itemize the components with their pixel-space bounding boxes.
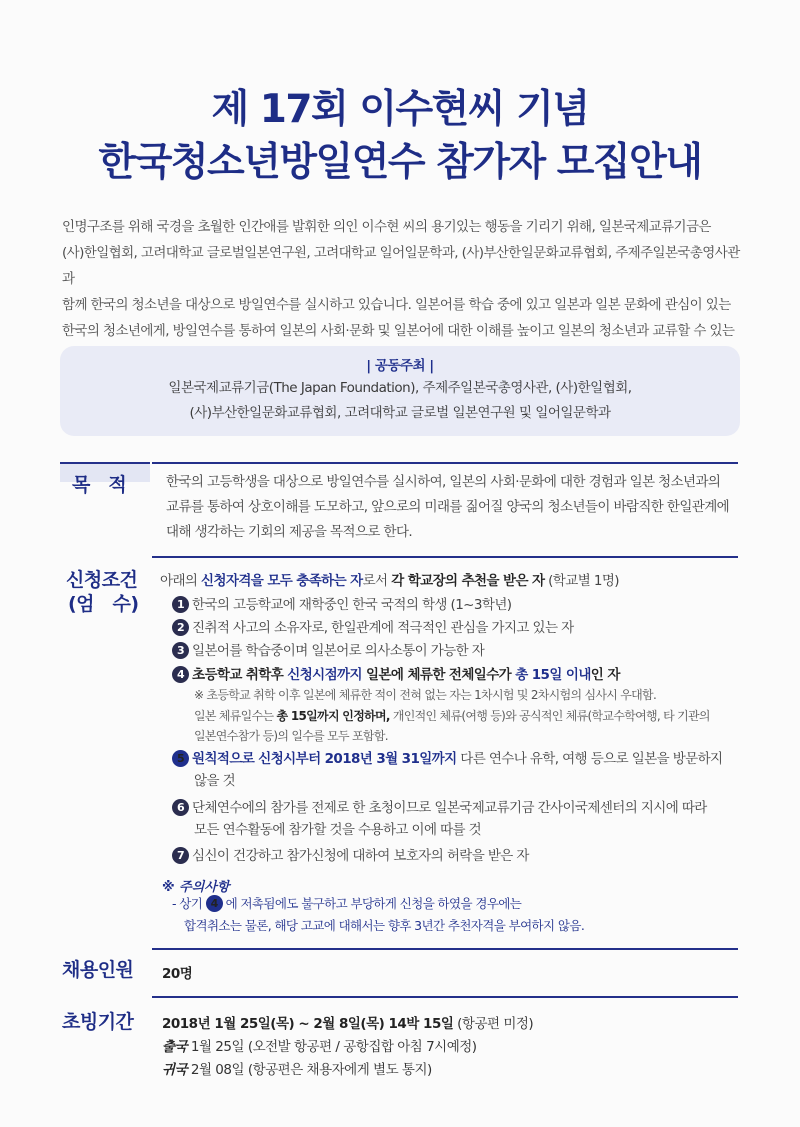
number-badge: 4 <box>172 666 189 683</box>
intro-line: 함께 한국의 청소년을 대상으로 방일연수를 실시하고 있습니다. 일본어를 학습 중에 있고 일본과 일본 문화에 관심이 있는 <box>62 297 731 313</box>
lead-emphasis: 신청자격을 모두 충족하는 자 <box>201 573 363 589</box>
purpose-label: 목 적 <box>72 474 127 496</box>
intro-line: 인명구조를 위해 국경을 초월한 인간애를 발휘한 의인 이수현 씨의 용기있는 행동을 기리기 위해, 일본국제교류기금은 <box>62 219 711 235</box>
page-title-line-2: 한국청소년방일연수 참가자 모집안내 <box>98 140 702 185</box>
condition-note: 일본연수참가 등)의 일수를 모두 포함함. <box>194 729 388 743</box>
condition-text: 심신이 건강하고 참가신청에 대하여 보호자의 허락을 받은 자 <box>192 848 529 864</box>
lead-text: 로서 <box>362 573 392 589</box>
condition-text: 단체연수에의 참가를 전제로 한 초청이므로 일본국제교류기금 간사이국제센터의 지시에 따라 <box>192 800 707 816</box>
lead-text: 아래의 <box>160 573 202 589</box>
condition-item <box>172 748 752 770</box>
condition-item <box>172 845 752 867</box>
section-divider <box>152 996 738 998</box>
recruit-value: 20명 <box>162 966 193 982</box>
section-divider <box>152 948 738 950</box>
caution-line: 합격취소는 물론, 해당 고교에 대해서는 향후 3년간 추천자격을 부여하지 않음. <box>184 918 585 933</box>
number-badge: 1 <box>172 596 189 613</box>
period-departure <box>162 1035 477 1055</box>
condition-text: 인 자 <box>590 667 620 683</box>
condition-item <box>172 617 752 639</box>
number-badge: 4 <box>206 895 223 912</box>
note-text: 개인적인 체류(여행 등)와 공식적인 체류(학교수학여행, 타 기관의 <box>389 709 710 723</box>
number-badge: 3 <box>172 642 189 659</box>
condition-text: 다른 연수나 유학, 여행 등으로 일본을 방문하지 <box>456 751 723 767</box>
condition-emphasis: 원칙적으로 신청시부터 2018년 3월 31일까지 <box>192 751 457 767</box>
condition-text: 한국의 고등학교에 재학중인 한국 국적의 학생 (1~3학년) <box>192 597 512 613</box>
number-badge: 7 <box>172 847 189 864</box>
conditions-lead <box>160 570 750 592</box>
condition-emphasis: 신청시점까지 <box>287 667 362 683</box>
condition-note <box>194 707 754 726</box>
caution-line <box>172 893 521 915</box>
section-divider <box>152 462 738 464</box>
condition-emphasis: 총 15일 이내 <box>515 667 591 683</box>
condition-item <box>172 594 752 616</box>
caution-text: 에 저촉됨에도 불구하고 부당하게 신청을 하였을 경우에는 <box>225 896 522 911</box>
period-note: (항공편 미정) <box>453 1016 534 1032</box>
condition-item-continued: 모든 연수활동에 참가할 것을 수용하고 이에 따를 것 <box>194 822 482 838</box>
cohost-box <box>60 346 740 436</box>
page-title-line-1: 제 17회 이수현씨 기념 <box>211 87 589 132</box>
condition-text: 초등학교 취학후 <box>192 667 288 683</box>
condition-item <box>172 797 752 819</box>
purpose-line: 한국의 고등학생을 대상으로 방일연수를 실시하여, 일본의 사회·문화에 대한 경험과 일본 청소년과의 <box>166 474 721 490</box>
condition-text: 일본에 체류한 전체일수가 <box>361 667 516 683</box>
note-emphasis: 총 15일까지 인정하며, <box>276 709 390 723</box>
period-dates: 2018년 1월 25일(목) ~ 2월 8일(목) 14박 15일 <box>162 1016 454 1032</box>
section-divider <box>152 556 738 558</box>
lead-emphasis: 각 학교장의 추천을 받은 자 <box>391 573 545 589</box>
period-label: 초빙기간 <box>62 1011 134 1033</box>
condition-item <box>172 640 752 662</box>
condition-text: 일본어를 학습중이며 일본어로 의사소통이 가능한 자 <box>192 643 485 659</box>
departure-text: 1월 25일 (오전발 항공편 / 공항집합 아침 7시예정) <box>187 1039 477 1055</box>
condition-item-continued: 않을 것 <box>194 773 236 789</box>
purpose-text <box>166 470 740 545</box>
period-main <box>162 1012 533 1032</box>
purpose-line: 대해 생각하는 기회의 제공을 목적으로 한다. <box>166 524 413 540</box>
lead-text: (학교별 1명) <box>544 573 619 589</box>
return-text: 2월 08일 (항공편은 채용자에게 별도 통지) <box>187 1062 432 1078</box>
note-text: 일본 체류일수는 <box>194 709 277 723</box>
condition-item <box>172 664 752 686</box>
caution-heading: ※ 주의사항 <box>162 880 230 895</box>
conditions-label: 신청조건 <box>66 569 138 591</box>
return-label: 귀국 <box>162 1062 188 1078</box>
condition-note: ※ 초등학교 취학 이후 일본에 체류한 적이 전혀 없는 자는 1차시험 및 2차시험의 심사시 우대함. <box>194 688 657 702</box>
recruit-label: 채용인원 <box>62 959 134 981</box>
cohost-heading: | 공동주최 | <box>366 358 434 374</box>
number-badge: 6 <box>172 799 189 816</box>
intro-line: 한국의 청소년에게, 방일연수를 통하여 일본의 사회·문화 및 일본어에 대한 이해를 높이고 일본의 청소년과 교류할 수 있는 <box>62 323 735 339</box>
cohost-line: 일본국제교류기금(The Japan Foundation), 주제주일본국총영사관, (사)한일협회, <box>168 380 632 396</box>
caution-text: - 상기 <box>172 896 206 911</box>
purpose-line: 교류를 통하여 상호이해를 도모하고, 앞으로의 미래를 짊어질 양국의 청소년들이 바람직한 한일관계에 <box>166 499 730 515</box>
conditions-sublabel: (엄 수) <box>68 593 139 615</box>
period-return <box>162 1058 432 1078</box>
departure-label: 출국 <box>162 1039 188 1055</box>
number-badge: 2 <box>172 619 189 636</box>
cohost-line: (사)부산한일문화교류협회, 고려대학교 글로벌 일본연구원 및 일어일문학과 <box>189 405 611 421</box>
condition-text: 진취적 사고의 소유자로, 한일관계에 적극적인 관심을 가지고 있는 자 <box>192 620 574 636</box>
intro-line: (사)한일협회, 고려대학교 글로벌일본연구원, 고려대학교 일어일문학과, (사)부산한일문화교류협회, 주제주일본국총영사관과 <box>62 245 740 287</box>
number-badge: 5 <box>172 750 189 767</box>
